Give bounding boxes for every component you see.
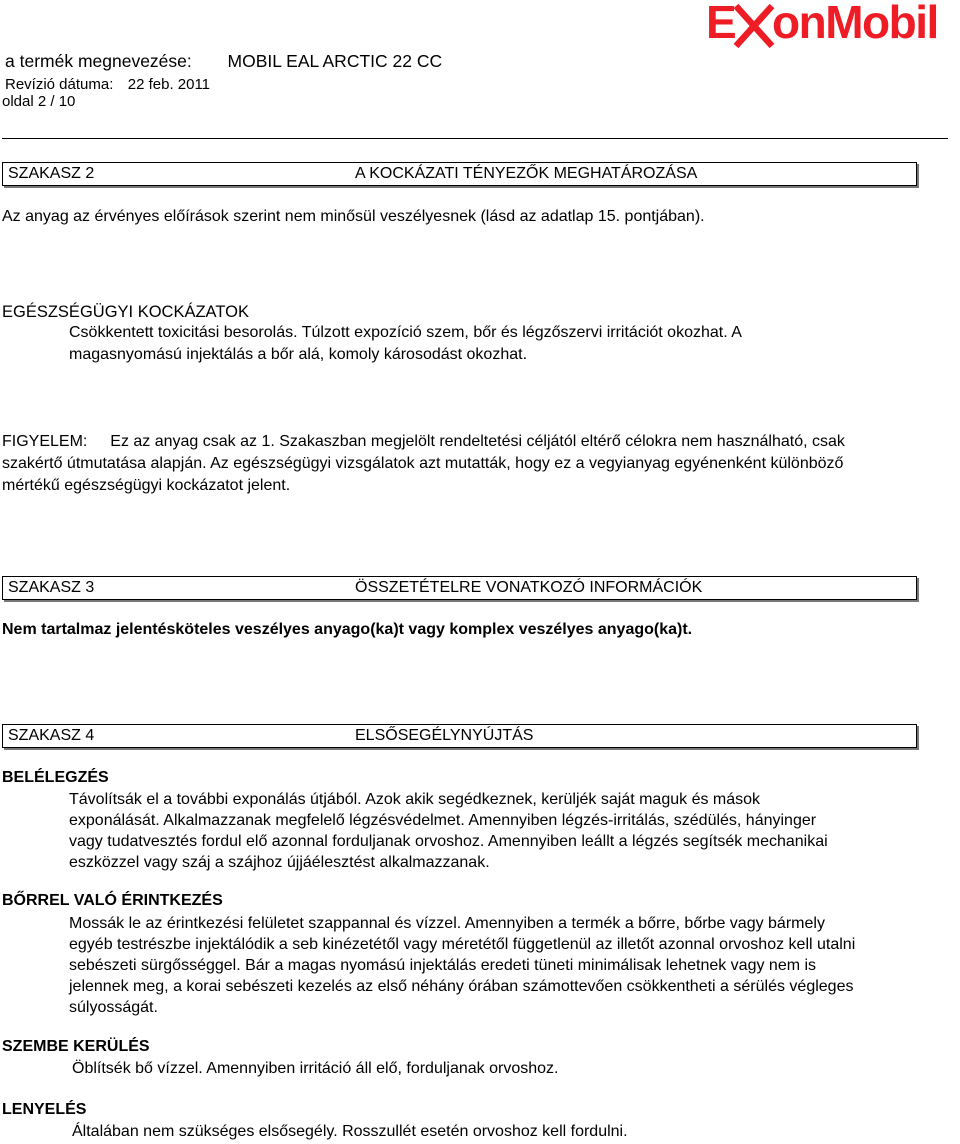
note-label: FIGYELEM:	[2, 433, 88, 450]
revision-line	[5, 77, 210, 92]
note-line-2: szakértő útmutatása alapján. Az egészségügyi vizsgálatok azt mutatták, hogy ez a vegyianyag egyénenként különböző	[2, 455, 844, 472]
note-line-1	[2, 432, 845, 453]
note-text-1: Ez az anyag csak az 1. Szakaszban megjelölt rendeltetési céljától eltérő célokra nem használható, csak	[110, 433, 845, 450]
exxonmobil-logo-icon	[706, 0, 960, 52]
ingestion-heading: LENYELÉS	[2, 1101, 87, 1118]
inhalation-heading: BELÉLEGZÉS	[2, 769, 109, 786]
ingestion-line-1: Általában nem szükséges elsősegély. Rosszullét esetén orvoshoz kell fordulni.	[72, 1123, 628, 1140]
health-hazards-line-1: Csökkentett toxicitási besorolás. Túlzott expozíció szem, bőr és légzőszervi irritációt okozhat. A	[69, 324, 742, 341]
section-3-title: ÖSSZETÉTELRE VONATKOZÓ INFORMÁCIÓK	[355, 579, 703, 596]
eye-contact-line-1: Öblítsék bő vízzel. Amennyiben irritáció áll elő, forduljanak orvoshoz.	[72, 1060, 559, 1077]
skin-contact-line-5: súlyosságát.	[69, 999, 158, 1016]
inhalation-line-4: eszközzel vagy száj a szájhoz újjáélesztést alkalmazzanak.	[69, 854, 490, 871]
product-name: MOBIL EAL ARCTIC 22 CC	[227, 51, 443, 71]
product-name-label: a termék megnevezése:	[5, 51, 192, 71]
skin-contact-line-1: Mossák le az érintkezési felületet szappannal és vízzel. Amennyiben a termék a bőrre, bőrbe vagy bármely	[69, 915, 825, 932]
section-2-title: A KOCKÁZATI TÉNYEZŐK MEGHATÁROZÁSA	[355, 165, 698, 182]
skin-contact-line-2: egyéb testrészbe injektálódik a seb kinézetétől vagy méretétől függetlenül az illetőt azonnal orvoshoz kell utalni	[69, 936, 856, 953]
inhalation-line-2: exponálását. Alkalmazzanak megfelelő légzésvédelmet. Amennyiben légzés-irritálás, szédülés, hányinger	[69, 812, 817, 829]
section-3-bar	[2, 576, 917, 600]
inhalation-line-1: Távolítsák el a további exponálás útjából. Azok akik segédkeznek, kerüljék saját maguk és mások	[69, 791, 761, 808]
revision-date: 22 feb. 2011	[127, 76, 211, 93]
exxonmobil-logo	[706, 0, 960, 59]
health-hazards-line-2: magasnyomású injektálás a bőr alá, komoly károsodást okozhat.	[69, 346, 528, 363]
skin-contact-line-4: jelennek meg, a korai sebészeti kezelés az első néhány órában számottevően csökkentheti a sérülés végleges	[69, 978, 854, 995]
svg-text:onMobil: onMobil	[772, 0, 938, 48]
health-hazards-heading: EGÉSZSÉGÜGYI KOCKÁZATOK	[2, 303, 249, 321]
skin-contact-line-3: sebészeti sürgősséggel. Bár a magas nyomású injektálás eredeti tüneti minimálisak lehetnek vagy nem is	[69, 957, 817, 974]
section-2-intro: Az anyag az érvényes előírások szerint nem minősül veszélyesnek (lásd az adatlap 15. pontjában).	[2, 208, 705, 225]
section-2-bar	[2, 162, 917, 186]
revision-label: Revízió dátuma:	[5, 76, 114, 93]
header-divider	[2, 138, 948, 139]
section-2-number: SZAKASZ 2	[8, 165, 95, 182]
section-4-title: ELSŐSEGÉLYNYÚJTÁS	[355, 727, 534, 744]
svg-text:E: E	[706, 0, 736, 48]
section-4-number: SZAKASZ 4	[8, 727, 95, 744]
page-number: oldal 2 / 10	[2, 93, 76, 110]
inhalation-line-3: vagy tudatvesztés fordul elő azonnal forduljanak orvoshoz. Amennyiben leállt a légzés segítsék mechanikai	[69, 833, 828, 850]
section-4-bar	[2, 724, 917, 748]
eye-contact-heading: SZEMBE KERÜLÉS	[2, 1038, 150, 1055]
section-3-text: Nem tartalmaz jelentésköteles veszélyes anyago(ka)t vagy komplex veszélyes anyago(ka)t.	[2, 621, 693, 638]
note-line-3: mértékű egészségügyi kockázatot jelent.	[2, 477, 291, 494]
product-name-line	[5, 53, 442, 71]
skin-contact-heading: BŐRREL VALÓ ÉRINTKEZÉS	[2, 892, 223, 909]
section-3-number: SZAKASZ 3	[8, 579, 95, 596]
